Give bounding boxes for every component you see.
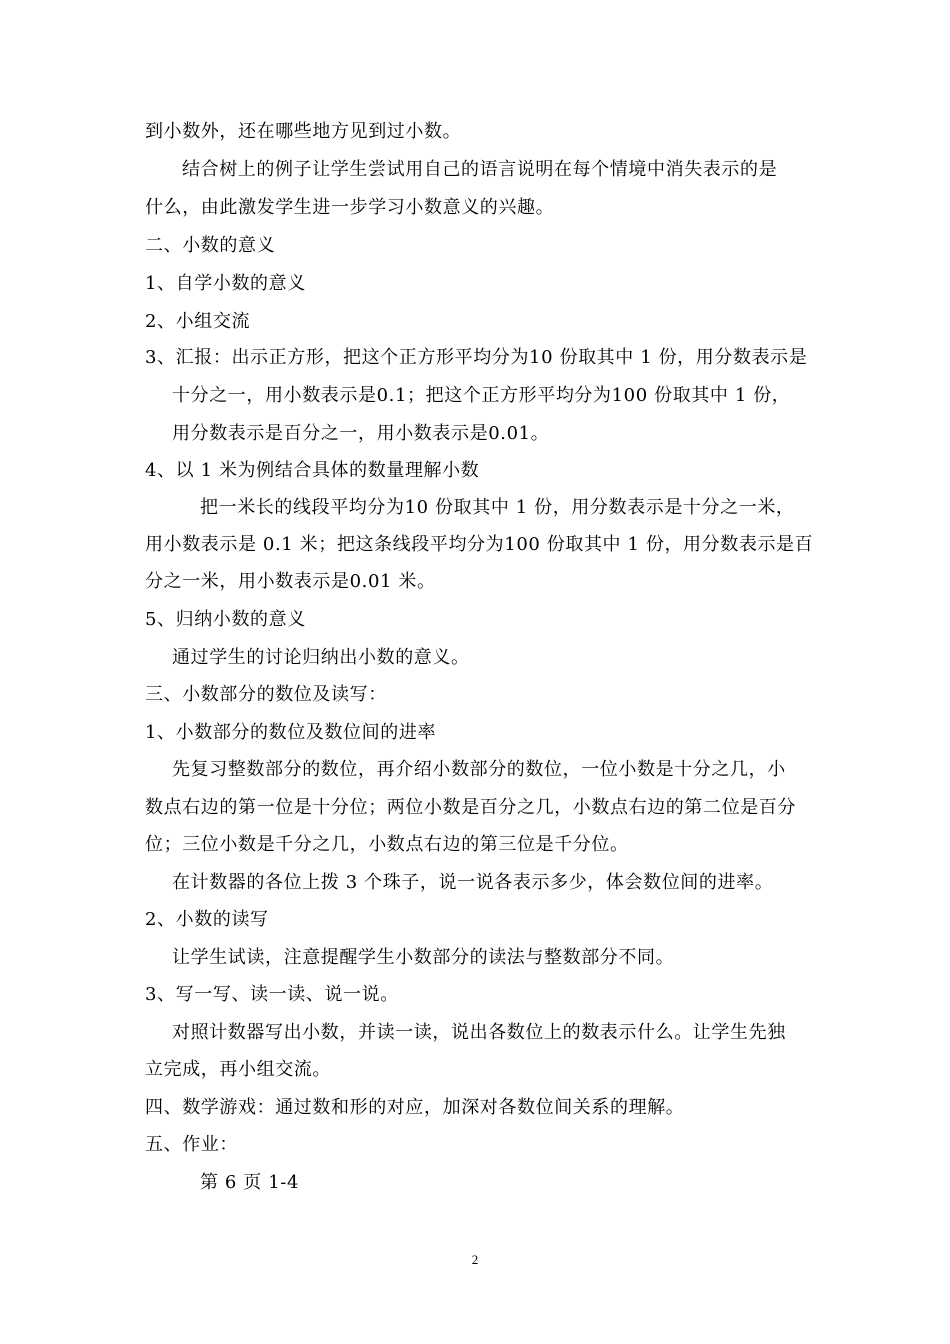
text-line-14: 5、归纳小数的意义 bbox=[145, 609, 306, 630]
text-line-8: 十分之一，用小数表示是0.1；把这个正方形平均分为100 份取其中 1 份， bbox=[172, 385, 791, 406]
section-heading-3: 三、小数部分的数位及读写： bbox=[145, 684, 387, 705]
section-heading-5: 五、作业： bbox=[145, 1134, 238, 1155]
text-line-9: 用分数表示是百分之一，用小数表示是0.01。 bbox=[172, 423, 550, 444]
text-line-24: 3、写一写、读一读、说一说。 bbox=[145, 984, 399, 1005]
text-line-1: 到小数外，还在哪些地方见到过小数。 bbox=[145, 121, 462, 142]
text-line-2: 结合树上的例子让学生尝试用自己的语言说明在每个情境中消失表示的是 bbox=[182, 159, 778, 180]
text-line-20: 位；三位小数是千分之几，小数点右边的第三位是千分位。 bbox=[145, 834, 629, 855]
text-line-18: 先复习整数部分的数位，再介绍小数部分的数位，一位小数是十分之几，小 bbox=[172, 759, 786, 780]
text-line-21: 在计数器的各位上拨 3 个珠子，说一说各表示多少，体会数位间的进率。 bbox=[172, 872, 774, 893]
text-line-11: 把一米长的线段平均分为10 份取其中 1 份，用分数表示是十分之一米， bbox=[200, 497, 795, 518]
text-line-15: 通过学生的讨论归纳出小数的意义。 bbox=[172, 647, 470, 668]
homework-line: 第 6 页 1-4 bbox=[200, 1172, 300, 1193]
text-line-5: 1、自学小数的意义 bbox=[145, 273, 306, 294]
text-line-22: 2、小数的读写 bbox=[145, 909, 269, 930]
page-number: 2 bbox=[471, 1252, 479, 1267]
text-line-6: 2、小组交流 bbox=[145, 311, 251, 332]
section-heading-4: 四、数学游戏：通过数和形的对应，加深对各数位间关系的理解。 bbox=[145, 1097, 685, 1118]
text-line-13: 分之一米，用小数表示是0.01 米。 bbox=[145, 571, 436, 592]
text-line-26: 立完成，再小组交流。 bbox=[145, 1059, 331, 1080]
text-line-25: 对照计数器写出小数，并读一读，说出各数位上的数表示什么。让学生先独 bbox=[172, 1022, 786, 1043]
section-heading-2: 二、小数的意义 bbox=[145, 235, 276, 256]
text-line-19: 数点右边的第一位是十分位；两位小数是百分之几，小数点右边的第二位是百分 bbox=[145, 797, 796, 818]
text-line-12: 用小数表示是 0.1 米；把这条线段平均分为100 份取其中 1 份，用分数表示是百 bbox=[145, 534, 814, 555]
text-line-10: 4、以 1 米为例结合具体的数量理解小数 bbox=[145, 460, 480, 481]
text-line-17: 1、小数部分的数位及数位间的进率 bbox=[145, 722, 437, 743]
text-line-7: 3、汇报：出示正方形，把这个正方形平均分为10 份取其中 1 份，用分数表示是 bbox=[145, 347, 808, 368]
text-line-3: 什么，由此激发学生进一步学习小数意义的兴趣。 bbox=[145, 197, 555, 218]
text-line-23: 让学生试读，注意提醒学生小数部分的读法与整数部分不同。 bbox=[172, 947, 675, 968]
